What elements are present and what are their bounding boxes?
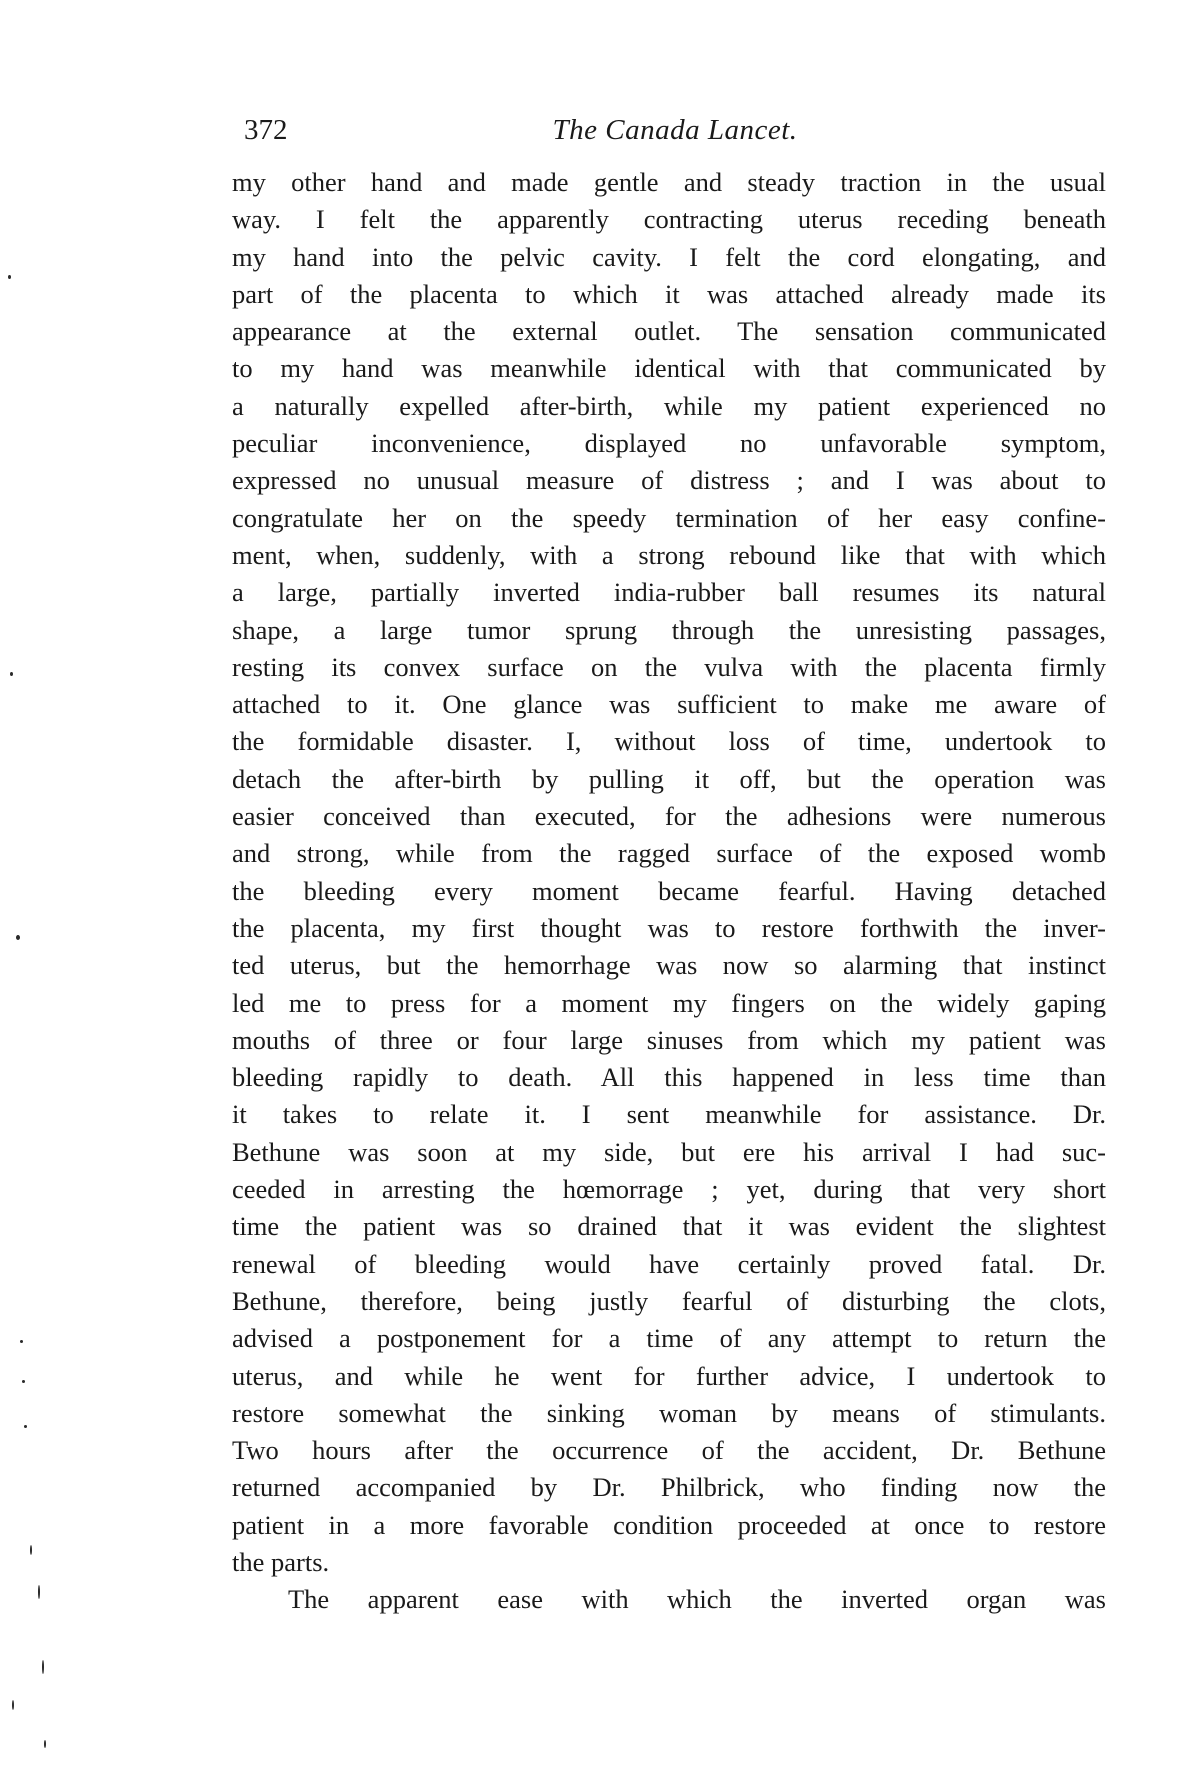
text-line: the placenta, my first thought was to restore forthwith the inver- (232, 912, 1106, 943)
text-line: my other hand and made gentle and steady traction in the usual (232, 167, 1106, 197)
text-line: mouths of three or four large sinuses from which my patient was (232, 1024, 1106, 1055)
text-line: led me to press for a moment my fingers on the widely gaping (232, 987, 1106, 1018)
scan-speck (12, 1700, 14, 1710)
text-line: the formidable disaster. I, without loss of time, undertook to (232, 726, 1106, 757)
text-line: bleeding rapidly to death. All this happened in less time than (232, 1062, 1106, 1093)
text-line: returned accompanied by Dr. Philbrick, who finding now the (232, 1472, 1106, 1503)
text-line: my hand into the pelvic cavity. I felt the cord elongating, and (232, 241, 1106, 272)
text-line: appearance at the external outlet. The sensation communicated (232, 316, 1106, 347)
text-line: ted uterus, but the hemorrhage was now so alarming that instinct (232, 950, 1106, 981)
text-line: advised a postponement for a time of any attempt to return the (232, 1323, 1106, 1354)
journal-title: The Canada Lancet. (552, 114, 798, 146)
scan-speck (22, 1380, 25, 1383)
text-line: ment, when, suddenly, with a strong rebound like that with which (232, 539, 1106, 570)
text-line: the parts. (232, 1546, 330, 1577)
text-line: attached to it. One glance was sufficient to make me aware of (232, 689, 1106, 720)
paragraph-2 (232, 1581, 1106, 1618)
scan-speck (16, 935, 20, 940)
text-line: to my hand was meanwhile identical with that communicated by (232, 353, 1106, 384)
text-line: shape, a large tumor sprung through the unresisting passages, (232, 614, 1106, 645)
paragraph-1 (232, 164, 1106, 1581)
text-line: restore somewhat the sinking woman by means of stimulants. (232, 1397, 1106, 1428)
text-line: way. I felt the apparently contracting uterus receding beneath (232, 204, 1106, 235)
text-line: detach the after-birth by pulling it off, but the operation was (232, 763, 1106, 794)
scan-speck (44, 1740, 46, 1748)
text-line: peculiar inconvenience, displayed no unfavorable symptom, (232, 428, 1106, 459)
scan-speck (42, 1660, 44, 1674)
text-line: renewal of bleeding would have certainly proved fatal. Dr. (232, 1248, 1106, 1279)
text-line: easier conceived than executed, for the adhesions were numerous (232, 801, 1106, 832)
scan-speck (30, 1545, 32, 1555)
text-line: time the patient was so drained that it was evident the slightest (232, 1211, 1106, 1242)
text-line: expressed no unusual measure of distress ; and I was about to (232, 465, 1106, 496)
scan-speck (20, 1340, 23, 1343)
text-line: The apparent ease with which the inverted organ was (288, 1584, 1106, 1615)
text-line: a naturally expelled after-birth, while my patient experienced no (232, 390, 1106, 421)
scan-speck (24, 1425, 27, 1428)
text-line: ceeded in arresting the hœmorrage ; yet, during that very short (232, 1174, 1106, 1205)
text-line: it takes to relate it. I sent meanwhile for assistance. Dr. (232, 1099, 1106, 1130)
running-head (244, 108, 1106, 152)
scan-speck (10, 672, 13, 676)
text-line: uterus, and while he went for further advice, I undertook to (232, 1360, 1106, 1391)
scan-speck (38, 1585, 40, 1599)
text-line: a large, partially inverted india-rubber ball resumes its natural (232, 577, 1106, 608)
text-line: the bleeding every moment became fearful. Having detached (232, 875, 1106, 906)
text-line: patient in a more favorable condition proceeded at once to restore (232, 1509, 1106, 1540)
scan-speck (8, 275, 11, 279)
text-line: Two hours after the occurrence of the accident, Dr. Bethune (232, 1435, 1106, 1466)
text-line: Bethune was soon at my side, but ere his arrival I had suc- (232, 1136, 1106, 1167)
text-line: congratulate her on the speedy termination of her easy confine- (232, 502, 1106, 533)
text-line: resting its convex surface on the vulva with the placenta firmly (232, 651, 1106, 682)
page-number: 372 (244, 114, 288, 146)
text-line: part of the placenta to which it was attached already made its (232, 278, 1106, 309)
body-text (232, 164, 1106, 1619)
text-line: and strong, while from the ragged surface of the exposed womb (232, 838, 1106, 869)
text-line: Bethune, therefore, being justly fearful of disturbing the clots, (232, 1285, 1106, 1316)
